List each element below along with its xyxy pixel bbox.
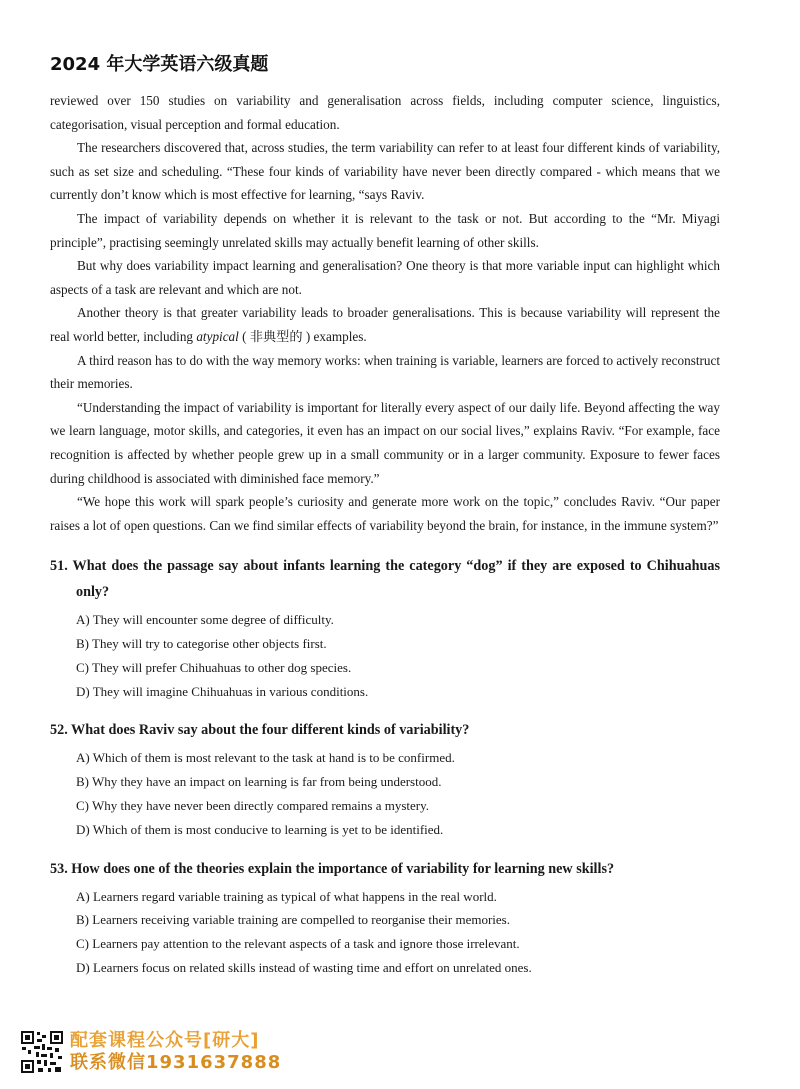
- question-text: What does the passage say about infants learning the category “dog” if they are exposed to Chihuahuas only?: [72, 558, 720, 601]
- question-title: [50, 856, 720, 882]
- option-b[interactable]: B) They will try to categorise other objects first.: [76, 636, 327, 652]
- question-title: [50, 717, 720, 743]
- option-a[interactable]: A) Which of them is most relevant to the task at hand is to be confirmed.: [76, 750, 455, 766]
- option-d[interactable]: D) They will imagine Chihuahuas in various conditions.: [76, 683, 369, 699]
- passage-paragraph: The researchers discovered that, across studies, the term variability can refer to at least four different kinds of variability, such as set size and scheduling. “These four kinds of variability have never been directly compared - which means that we currently don’t know which is most effective for learning, “says Raviv.: [50, 140, 720, 203]
- promo-line-1: 配套课程公众号[研大]: [70, 1030, 260, 1051]
- promo-footer: [20, 1030, 281, 1074]
- passage-paragraph: “We hope this work will spark people’s curiosity and generate more work on the topic,” concludes Raviv. “Our paper raises a lot of open questions. Can we find similar effects of variability beyond the brain, for instance, in the immune system?”: [50, 494, 720, 533]
- passage-paragraph: “Understanding the impact of variability is important for literally every aspect of our daily life. Beyond affecting the way we learn language, motor skills, and categories, it even has an impact on our social lives,” explains Raviv. “For example, face recognition is affected by whether people grew up in a small community or in a larger community. Exposure to fewer faces during childhood is associated with diminished face memory.”: [50, 399, 720, 486]
- question-53: [50, 856, 720, 980]
- option-a[interactable]: A) Learners regard variable training as typical of what happens in the real world.: [76, 888, 497, 904]
- paragraph-tail: examples.: [313, 328, 367, 344]
- atypical-word: atypical: [196, 328, 239, 344]
- atypical-gloss: ( 非典型的 ): [242, 328, 311, 344]
- option-c[interactable]: C) They will prefer Chihuahuas to other dog species.: [76, 659, 352, 675]
- promo-line-2: 联系微信1931637888: [70, 1052, 282, 1073]
- passage: [50, 89, 720, 537]
- passage-paragraph: The impact of variability depends on whether it is relevant to the task or not. But according to the “Mr. Miyagi principle”, practising seemingly unrelated skills may actually benefit learning of other skills.: [50, 210, 720, 250]
- option-c[interactable]: C) Learners pay attention to the relevant aspects of a task and ignore those irrelevant.: [76, 936, 520, 952]
- question-text: How does one of the theories explain the importance of variability for learning new skills?: [71, 860, 615, 877]
- document-body: [50, 89, 720, 980]
- qr-code-icon: [20, 1030, 64, 1074]
- passage-paragraph: reviewed over 150 studies on variability and generalisation across fields, including computer science, linguistics, categorisation, visual perception and formal education.: [50, 93, 720, 132]
- question-52: [50, 717, 720, 841]
- option-list: [50, 885, 720, 980]
- option-d[interactable]: D) Learners focus on related skills instead of wasting time and effort on unrelated ones.: [76, 960, 532, 976]
- option-b[interactable]: B) Why they have an impact on learning is far from being understood.: [76, 774, 442, 790]
- promo-banner: [70, 1030, 281, 1074]
- option-list: [50, 746, 720, 841]
- question-number: 53.: [50, 860, 68, 877]
- paragraph-text: Another theory is that greater variability leads to broader generalisations. This is because variability will represent the real world better, including: [50, 305, 720, 344]
- qr-code-graphic: [20, 1030, 64, 1074]
- option-d[interactable]: D) Which of them is most conducive to learning is yet to be identified.: [76, 821, 444, 837]
- option-b[interactable]: B) Learners receiving variable training are compelled to reorganise their memories.: [76, 912, 510, 928]
- question-title: [50, 553, 720, 605]
- question-number: 52.: [50, 722, 68, 739]
- question-number: 51.: [50, 558, 68, 575]
- option-c[interactable]: C) Why they have never been directly compared remains a mystery.: [76, 798, 430, 814]
- question-51: [50, 553, 720, 703]
- page-title: 2024 年大学英语六级真题: [50, 54, 269, 75]
- passage-paragraph: But why does variability impact learning and generalisation? One theory is that more variable input can highlight which aspects of a task are relevant and which are not.: [50, 258, 720, 297]
- passage-paragraph: A third reason has to do with the way memory works: when training is variable, learners are forced to actively reconstruct their memories.: [50, 352, 720, 392]
- option-list: [50, 608, 720, 703]
- passage-paragraph-atypical: [50, 301, 720, 348]
- option-a[interactable]: A) They will encounter some degree of difficulty.: [76, 612, 334, 628]
- question-text: What does Raviv say about the four different kinds of variability?: [71, 722, 470, 739]
